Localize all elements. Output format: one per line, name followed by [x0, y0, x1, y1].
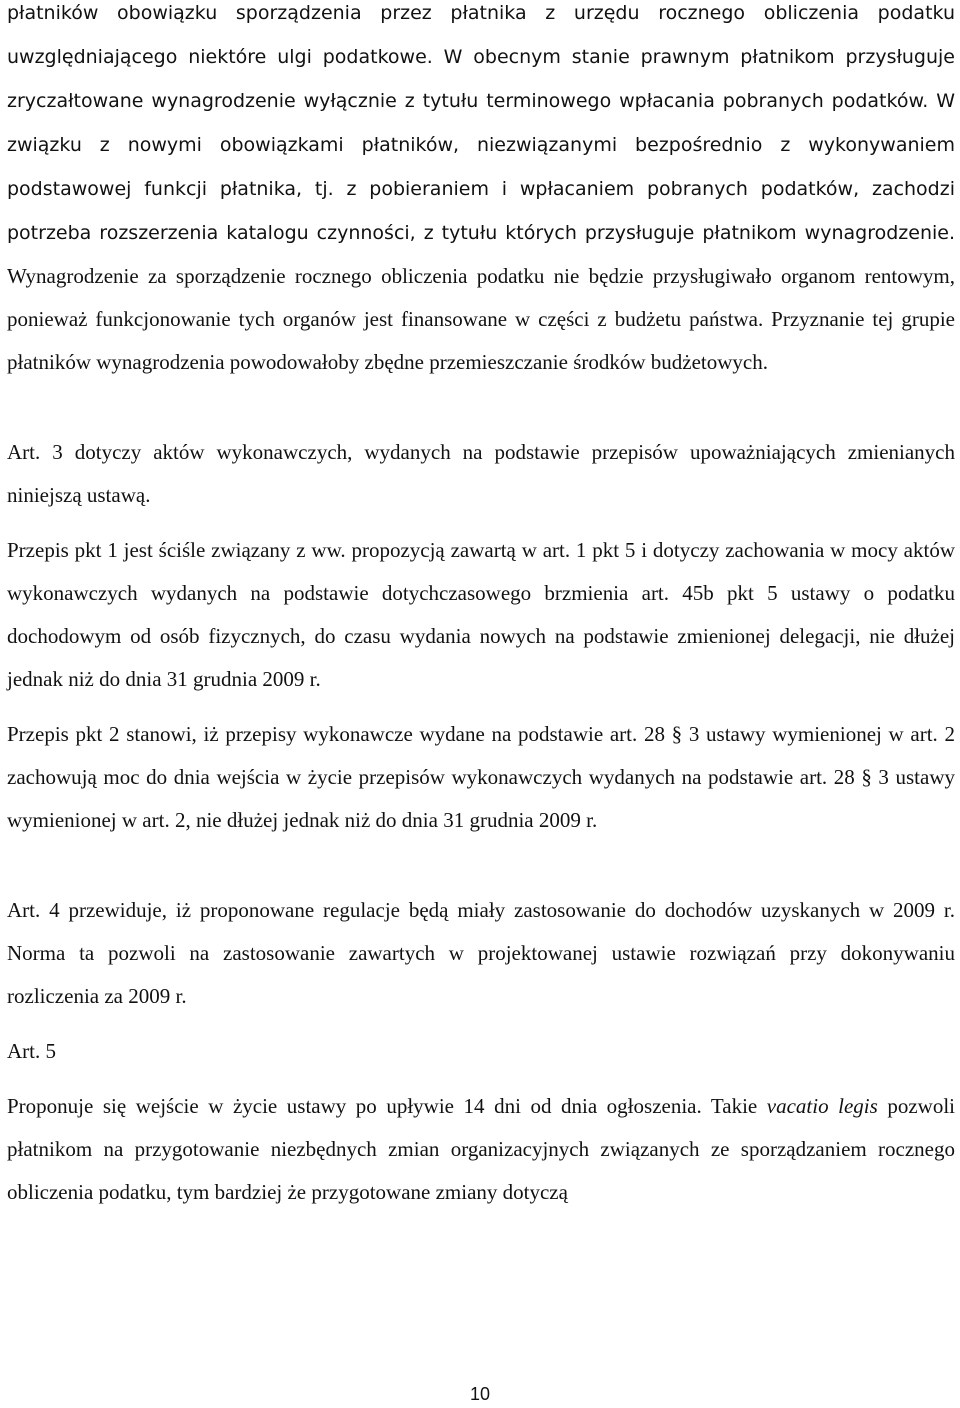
paragraph-art-4: Art. 4 przewiduje, iż proponowane regulacje będą miały zastosowanie do dochodów uzyskanych w 2009 r. Norma ta pozwoli na zastosowanie zawartych w projektowanej ustawie rozwiązań przy dokonywaniu rozliczenia za 2009 r. [7, 898, 955, 1008]
italic-term: vacatio legis [766, 1094, 878, 1118]
paragraph-text-start: Proponuje się wejście w życie ustawy po upływie 14 dni od dnia ogłoszenia. Takie [7, 1094, 767, 1118]
paragraph-pkt-1: Przepis pkt 1 jest ściśle związany z ww. propozycją zawartą w art. 1 pkt 5 i dotyczy zachowania w mocy aktów wykonawczych wydanych na podstawie dotychczasowego brzmienia art. 45b pkt 5 ustawy o podatku dochodowym od osób fizycznych, do czasu wydania nowych na podstawie zmienionej delegacji, nie dłużej jednak niż do dnia 31 grudnia 2009 r. [7, 538, 955, 691]
document-body [7, 0, 955, 1214]
paragraph-entry-into-force [7, 1085, 955, 1214]
paragraph-art-3: Art. 3 dotyczy aktów wykonawczych, wydanych na podstawie przepisów upoważniających zmienianych niniejszą ustawą. [7, 440, 955, 507]
paragraph-payer-remuneration [7, 0, 955, 384]
page-number: 10 [469, 1384, 491, 1404]
paragraph-text-end: pozwoli płatnikom na przygotowanie niezbędnych zmian organizacyjnych związanych ze sporządzaniem rocznego obliczenia podatku, tym bardziej że przygotowane zmiany dotyczą [7, 1094, 955, 1204]
heading-art-5: Art. 5 [7, 1039, 56, 1063]
paragraph-serif-text: Wynagrodzenie za sporządzenie rocznego obliczenia podatku nie będzie przysługiwało organom rentowym, ponieważ funkcjonowanie tych organów jest finansowane w części z budżetu państwa. Przyznanie tej grupie płatników wynagrodzenia powodowałoby zbędne przemieszczanie środków budżetowych. [7, 264, 955, 374]
paragraph-sans-text: płatników obowiązku sporządzenia przez płatnika z urzędu rocznego obliczenia podatku uwzględniającego niektóre ulgi podatkowe. W obecnym stanie prawnym płatnikom przysługuje zryczałtowane wynagrodzenie wyłącznie z tytułu terminowego wpłacania pobranych podatków. W związku z nowymi obowiązkami płatników, niezwiązanymi bezpośrednio z wykonywaniem podstawowej funkcji płatnika, tj. z pobieraniem i wpłacaniem pobranych podatków, zachodzi potrzeba rozszerzenia katalogu czynności, z tytułu których przysługuje płatnikom wynagrodzenie. [7, 2, 955, 244]
paragraph-pkt-2: Przepis pkt 2 stanowi, iż przepisy wykonawcze wydane na podstawie art. 28 § 3 ustawy wymienionej w art. 2 zachowują moc do dnia wejścia w życie przepisów wykonawczych wydanych na podstawie art. 28 § 3 ustawy wymienionej w art. 2, nie dłużej jednak niż do dnia 31 grudnia 2009 r. [7, 722, 955, 832]
